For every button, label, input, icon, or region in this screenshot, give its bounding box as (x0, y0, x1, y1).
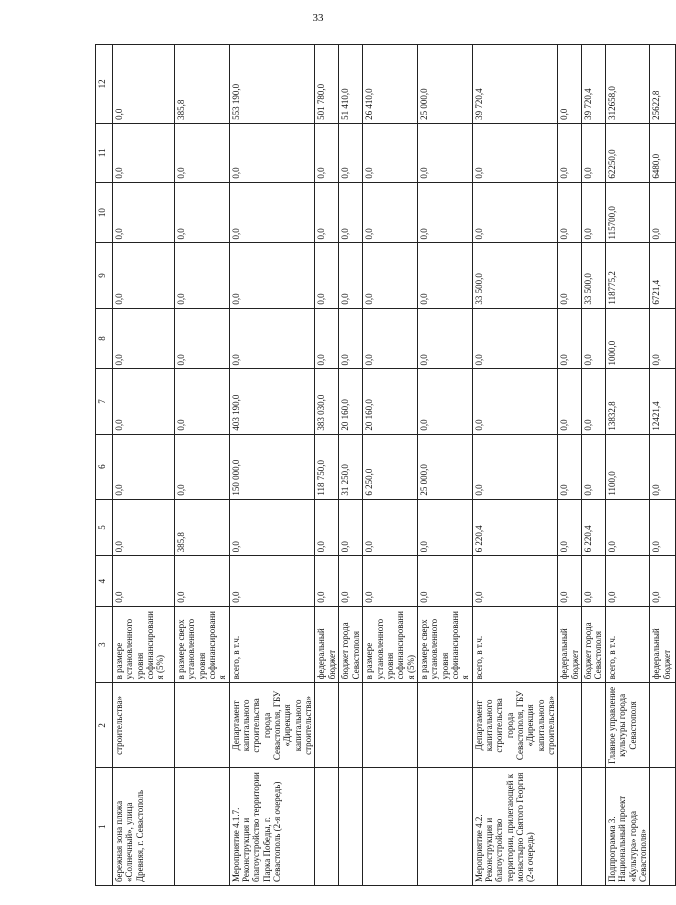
table-cell: 0,0 (363, 123, 418, 182)
table-cell: 0,0 (606, 556, 650, 606)
table-cell: федеральный бюджет (558, 606, 582, 683)
table-row (339, 45, 363, 886)
table-cell: в размере установленного уровня софинансирования (5%) (363, 606, 418, 683)
table-cell: 0,0 (175, 434, 230, 499)
table-cell: 31 250,0 (339, 434, 363, 499)
table-cell: всего, в т.ч. (606, 606, 650, 683)
table-cell: 0,0 (582, 308, 606, 369)
table-cell (339, 768, 363, 886)
table-cell: 0,0 (650, 308, 676, 369)
table-cell: 0,0 (229, 123, 315, 182)
table-cell: 6 220,4 (472, 499, 558, 556)
table-cell: 0,0 (417, 556, 472, 606)
table-row (558, 45, 582, 886)
table-cell: 25 000,0 (417, 45, 472, 124)
table-cell: 0,0 (558, 123, 582, 182)
table-cell: 0,0 (339, 243, 363, 308)
table-cell: 0,0 (229, 308, 315, 369)
table-cell: 0,0 (558, 308, 582, 369)
table-cell: 0,0 (582, 556, 606, 606)
table-cell: 0,0 (229, 556, 315, 606)
table-cell: 0,0 (339, 556, 363, 606)
table-cell: 33 500,0 (472, 243, 558, 308)
table-cell: 0,0 (582, 434, 606, 499)
table-cell: 0,0 (363, 556, 418, 606)
table-cell (363, 768, 418, 886)
column-header: 4 (96, 556, 113, 606)
table-cell: 0,0 (472, 182, 558, 243)
table-cell: бюджет города Севастополя (339, 606, 363, 683)
table-cell: в размере установленного уровня софинансирования (5%) (113, 606, 175, 683)
table-cell: 0,0 (113, 308, 175, 369)
table-cell: 0,0 (417, 123, 472, 182)
table-cell (363, 683, 418, 768)
table-cell: федеральный бюджет (650, 606, 676, 683)
table-cell (339, 683, 363, 768)
table-cell (417, 683, 472, 768)
table-row (417, 45, 472, 886)
table-cell: 0,0 (315, 556, 339, 606)
table-cell: 26 410,0 (363, 45, 418, 124)
table-cell: 0,0 (558, 369, 582, 434)
table-cell: 0,0 (113, 556, 175, 606)
table-cell: 0,0 (315, 499, 339, 556)
table-cell: 383 030,0 (315, 369, 339, 434)
table-cell: 150 000,0 (229, 434, 315, 499)
table-row (113, 45, 175, 886)
table-cell: 0,0 (363, 243, 418, 308)
table-cell: 0,0 (558, 434, 582, 499)
table-cell: федеральный бюджет (315, 606, 339, 683)
table-cell: 39 720,4 (472, 45, 558, 124)
table-cell: 385,8 (175, 45, 230, 124)
table-cell: 0,0 (363, 182, 418, 243)
table-cell: 0,0 (229, 499, 315, 556)
table-container (95, 44, 672, 886)
column-header: 5 (96, 499, 113, 556)
table-cell: 62250,0 (606, 123, 650, 182)
table-row (582, 45, 606, 886)
table-cell: 0,0 (113, 45, 175, 124)
table-cell: 0,0 (472, 556, 558, 606)
column-header: 2 (96, 683, 113, 768)
table-row (606, 45, 650, 886)
table-cell: Мероприятие 4.2. Реконструкция и благоустройство территории, прилегающей к монастырю Святого Георгия (2-я очередь) (472, 768, 558, 886)
table-cell: 0,0 (472, 434, 558, 499)
table-cell: 0,0 (582, 369, 606, 434)
table-cell (315, 768, 339, 886)
table-cell (650, 683, 676, 768)
table-cell (582, 768, 606, 886)
table-cell: Департамент капитального строительства города Севастополя, ГБУ «Дирекция капитального строительства» (472, 683, 558, 768)
table-cell: Подпрограмма 3. Национальный проект «Культура» города Севастополя» (606, 768, 650, 886)
table-row (472, 45, 558, 886)
table-cell: 0,0 (417, 369, 472, 434)
table-cell: бюджет города Севастополя (582, 606, 606, 683)
table-header-row (96, 45, 113, 886)
table-cell: 0,0 (650, 499, 676, 556)
table-cell: строительства» (113, 683, 175, 768)
table-cell: 0,0 (339, 123, 363, 182)
table-cell (582, 683, 606, 768)
table-cell: Главное управление культуры города Севастополя (606, 683, 650, 768)
table-cell (558, 683, 582, 768)
table-cell: 0,0 (417, 243, 472, 308)
table-cell: 25 000,0 (417, 434, 472, 499)
table-cell: 33 500,0 (582, 243, 606, 308)
table-cell: 0,0 (315, 243, 339, 308)
table-cell: 1100,0 (606, 434, 650, 499)
table-cell: 0,0 (606, 499, 650, 556)
table-cell: 13832,8 (606, 369, 650, 434)
table-cell: 20 160,0 (339, 369, 363, 434)
table-cell: 0,0 (113, 182, 175, 243)
table-cell: бережная зона пляжа «Солнечный», улица Древняя, г. Севастополь (113, 768, 175, 886)
table-cell: 0,0 (339, 308, 363, 369)
table-cell (175, 683, 230, 768)
table-cell: 39 720,4 (582, 45, 606, 124)
table-cell: 403 190,0 (229, 369, 315, 434)
table-cell: 0,0 (113, 243, 175, 308)
table-cell: Мероприятие 4.1.7. Реконструкция и благоустройство территории Парка Победы, г. Севастополь (2-я очередь) (229, 768, 315, 886)
table-cell: 0,0 (472, 308, 558, 369)
table-cell: 0,0 (339, 182, 363, 243)
table-cell: 0,0 (229, 243, 315, 308)
table-cell: 0,0 (113, 499, 175, 556)
table-cell: 0,0 (315, 123, 339, 182)
table-cell: в размере сверх установленного уровня софинансирования (417, 606, 472, 683)
table-cell: 25622,8 (650, 45, 676, 124)
table-row (315, 45, 339, 886)
table-cell: 0,0 (175, 308, 230, 369)
table-row (229, 45, 315, 886)
budget-table (95, 44, 676, 886)
table-cell: 12421,4 (650, 369, 676, 434)
table-cell: 51 410,0 (339, 45, 363, 124)
table-cell: 501 780,0 (315, 45, 339, 124)
table-cell: 312658,0 (606, 45, 650, 124)
column-header: 1 (96, 768, 113, 886)
table-cell: 1000,0 (606, 308, 650, 369)
table-row (363, 45, 418, 886)
table-cell: 0,0 (315, 182, 339, 243)
table-cell: 0,0 (417, 308, 472, 369)
table-cell (417, 768, 472, 886)
table-cell: 0,0 (339, 499, 363, 556)
table-cell: 553 190,0 (229, 45, 315, 124)
table-row (175, 45, 230, 886)
table-cell: 6721,4 (650, 243, 676, 308)
table-cell: 0,0 (650, 434, 676, 499)
table-cell: 0,0 (558, 499, 582, 556)
table-cell: 0,0 (558, 556, 582, 606)
table-cell: 6 220,4 (582, 499, 606, 556)
table-cell: 0,0 (175, 123, 230, 182)
table-cell: 0,0 (113, 369, 175, 434)
table-cell: 115700,0 (606, 182, 650, 243)
column-header: 10 (96, 182, 113, 243)
table-cell: 0,0 (175, 182, 230, 243)
column-header: 11 (96, 123, 113, 182)
table-cell: 0,0 (175, 369, 230, 434)
table-cell: 0,0 (113, 434, 175, 499)
page-number: 33 (312, 12, 324, 24)
table-cell: 6 250,0 (363, 434, 418, 499)
table-cell: 0,0 (175, 556, 230, 606)
table-cell: Департамент капитального строительства города Севастополя, ГБУ «Дирекция капитального строительства» (229, 683, 315, 768)
table-cell: 0,0 (650, 556, 676, 606)
column-header: 7 (96, 369, 113, 434)
table-cell: 0,0 (558, 45, 582, 124)
table-cell: всего, в т.ч. (472, 606, 558, 683)
table-cell: 0,0 (650, 182, 676, 243)
table-cell: всего, в т.ч. (229, 606, 315, 683)
table-cell: 0,0 (558, 182, 582, 243)
table-cell (558, 768, 582, 886)
table-cell: 0,0 (363, 308, 418, 369)
table-row (650, 45, 676, 886)
table-cell: 20 160,0 (363, 369, 418, 434)
table-cell: 6480,0 (650, 123, 676, 182)
table-cell: 385,8 (175, 499, 230, 556)
table-cell: 0,0 (472, 123, 558, 182)
table-cell: 0,0 (558, 243, 582, 308)
table-cell: 0,0 (582, 123, 606, 182)
table-cell: 0,0 (582, 182, 606, 243)
column-header: 9 (96, 243, 113, 308)
table-cell (650, 768, 676, 886)
table-cell: в размере сверх установленного уровня софинансирования (175, 606, 230, 683)
table-cell: 0,0 (417, 499, 472, 556)
table-cell (315, 683, 339, 768)
table-cell: 0,0 (315, 308, 339, 369)
table-cell: 0,0 (175, 243, 230, 308)
table-cell: 118775,2 (606, 243, 650, 308)
column-header: 12 (96, 45, 113, 124)
table-cell: 0,0 (472, 369, 558, 434)
column-header: 6 (96, 434, 113, 499)
table-cell: 0,0 (363, 499, 418, 556)
table-cell: 0,0 (417, 182, 472, 243)
table-cell: 0,0 (229, 182, 315, 243)
table-cell: 0,0 (113, 123, 175, 182)
column-header: 8 (96, 308, 113, 369)
column-header: 3 (96, 606, 113, 683)
table-cell: 118 750,0 (315, 434, 339, 499)
table-cell (175, 768, 230, 886)
